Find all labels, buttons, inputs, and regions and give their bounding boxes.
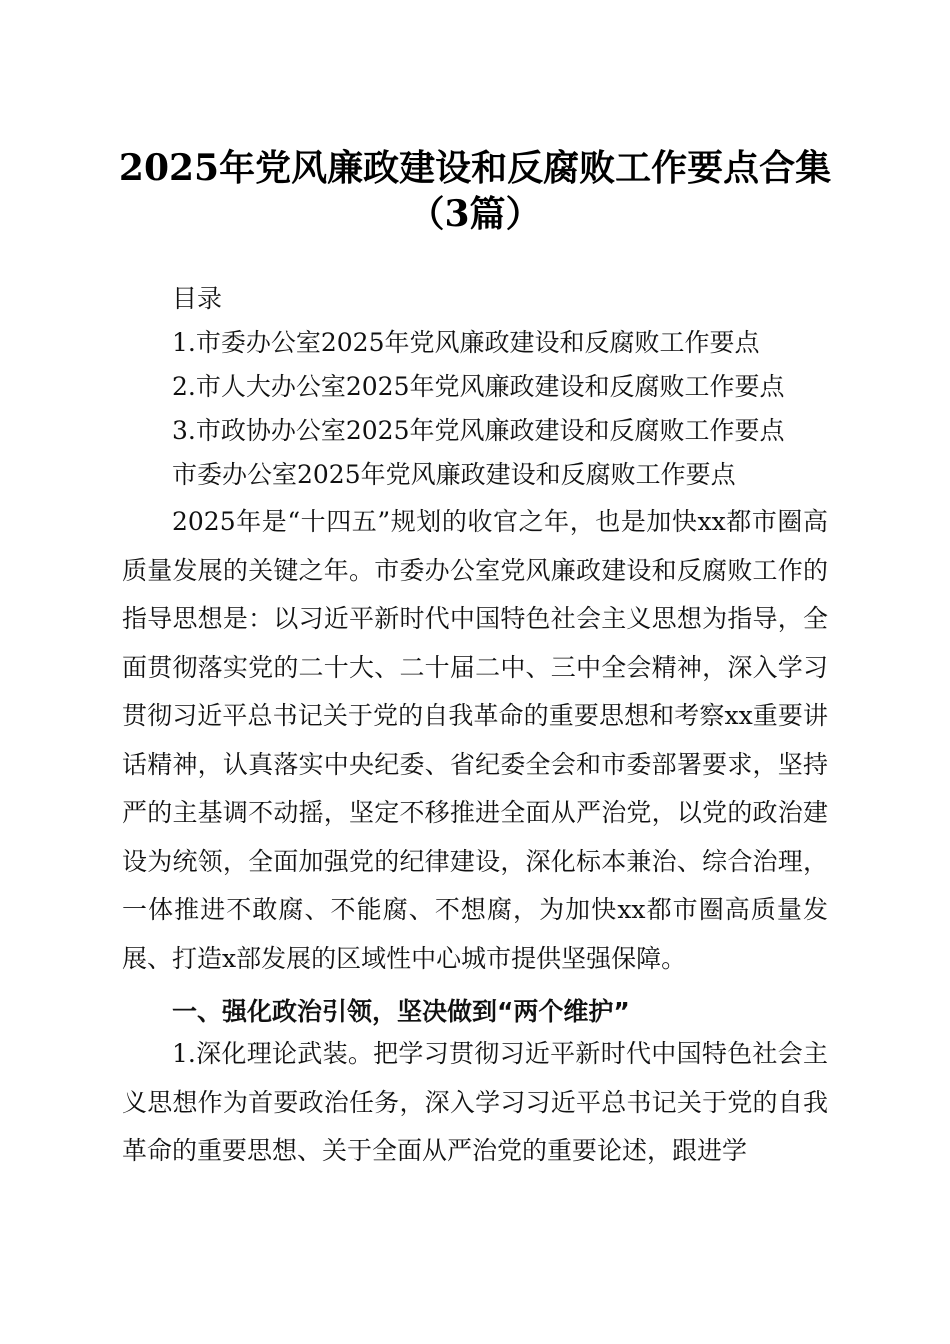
document-title: 2025年党风廉政建设和反腐败工作要点合集	[118, 147, 832, 189]
section-heading-1: 一、强化政治引领，坚决做到“两个维护”	[172, 997, 630, 1026]
toc-item-3: 3.市政协办公室2025年党风廉政建设和反腐败工作要点	[172, 416, 785, 445]
paragraph-1: 1.深化理论武装。把学习贯彻习近平新时代中国特色社会主义思想作为首要政治任务，深入学习习近平总书记关于党的自我革命的重要思想、关于全面从严治党的重要论述，跟进学	[122, 1039, 828, 1165]
section-title: 市委办公室2025年党风廉政建设和反腐败工作要点	[172, 460, 736, 489]
toc-heading: 目录	[172, 284, 223, 313]
toc-item-2: 2.市人大办公室2025年党风廉政建设和反腐败工作要点	[172, 372, 785, 401]
intro-paragraph: 2025年是“十四五”规划的收官之年，也是加快xx都市圈高质量发展的关键之年。市委办公室党风廉政建设和反腐败工作的指导思想是：以习近平新时代中国特色社会主义思想为指导，全面贯彻落实党的二十大、二十届二中、三中全会精神，深入学习贯彻习近平总书记关于党的自我革命的重要思想和考察xx重要讲话精神，认真落实中央纪委、省纪委全会和市委部署要求，坚持严的主基调不动摇，坚定不移推进全面从严治党，以党的政治建设为统领，全面加强党的纪律建设，深化标本兼治、综合治理，一体推进不敢腐、不能腐、不想腐，为加快xx都市圈高质量发展、打造x部发展的区域性中心城市提供坚强保障。	[122, 507, 828, 973]
document-subtitle: （3篇）	[408, 193, 542, 235]
toc-item-1: 1.市委办公室2025年党风廉政建设和反腐败工作要点	[172, 328, 760, 357]
